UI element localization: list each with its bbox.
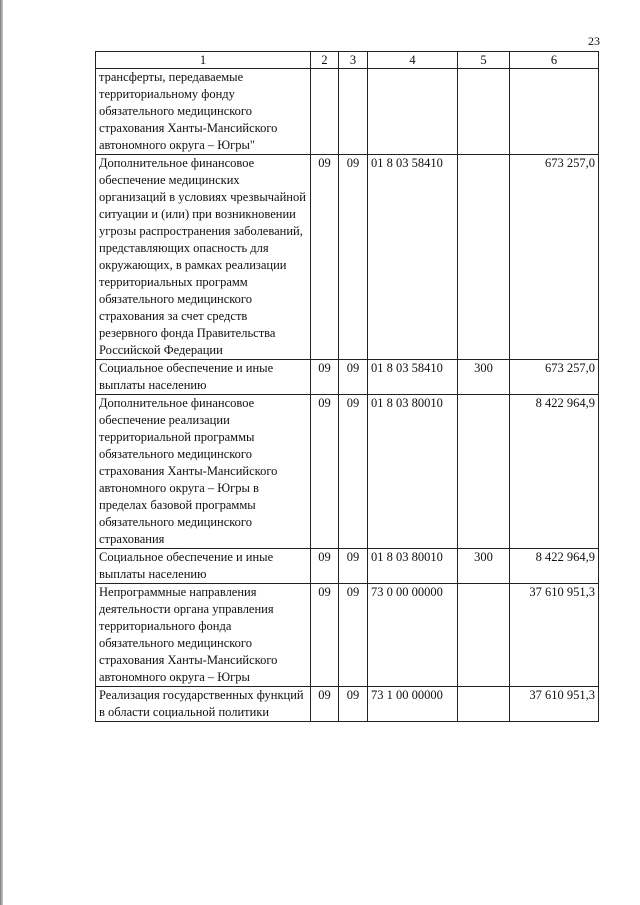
row-code: 01 8 03 80010 xyxy=(368,395,458,549)
row-sum: 673 257,0 xyxy=(510,155,599,360)
row-subsection: 09 xyxy=(339,360,368,395)
row-name: Социальное обеспечение и иные выплаты населению xyxy=(96,360,311,395)
budget-table xyxy=(95,51,599,722)
table-row xyxy=(96,155,599,360)
row-sum: 673 257,0 xyxy=(510,360,599,395)
row-subsection: 09 xyxy=(339,687,368,722)
row-sum xyxy=(510,69,599,155)
row-type xyxy=(458,69,510,155)
header-col-1: 1 xyxy=(96,52,311,69)
header-row xyxy=(96,52,599,69)
row-section: 09 xyxy=(311,360,339,395)
row-subsection: 09 xyxy=(339,584,368,687)
row-subsection: 09 xyxy=(339,549,368,584)
page-number: 23 xyxy=(588,34,600,48)
table-row xyxy=(96,687,599,722)
row-code: 73 0 00 00000 xyxy=(368,584,458,687)
row-sum: 8 422 964,9 xyxy=(510,395,599,549)
row-code xyxy=(368,69,458,155)
row-name: Социальное обеспечение и иные выплаты населению xyxy=(96,549,311,584)
table-row xyxy=(96,584,599,687)
row-type xyxy=(458,687,510,722)
row-name: Дополнительное финансовое обеспечение медицинских организаций в условиях чрезвычайной ситуации и (или) при возникновении угрозы распространения заболеваний, представляющих опасность для окружающих, в рамках реализации территориальных программ обязательного медицинского страхования за счет средств резервного фонда Правительства Российской Федерации xyxy=(96,155,311,360)
row-name: Дополнительное финансовое обеспечение реализации территориальной программы обязательного медицинского страхования Ханты-Мансийского автономного округа – Югры в пределах базовой программы обязательного медицинского страхования xyxy=(96,395,311,549)
row-code: 01 8 03 58410 xyxy=(368,155,458,360)
header-col-3: 3 xyxy=(339,52,368,69)
row-code: 01 8 03 80010 xyxy=(368,549,458,584)
row-name: Непрограммные направления деятельности органа управления территориального фонда обязательного медицинского страхования Ханты-Мансийского автономного округа – Югры xyxy=(96,584,311,687)
table-row xyxy=(96,395,599,549)
row-section: 09 xyxy=(311,549,339,584)
row-subsection xyxy=(339,69,368,155)
row-section: 09 xyxy=(311,584,339,687)
row-code: 73 1 00 00000 xyxy=(368,687,458,722)
row-type xyxy=(458,584,510,687)
table-row xyxy=(96,360,599,395)
row-sum: 8 422 964,9 xyxy=(510,549,599,584)
table-row xyxy=(96,549,599,584)
row-type xyxy=(458,155,510,360)
row-subsection: 09 xyxy=(339,155,368,360)
row-section: 09 xyxy=(311,395,339,549)
table-row xyxy=(96,69,599,155)
row-subsection: 09 xyxy=(339,395,368,549)
scan-left-edge xyxy=(0,0,3,905)
row-section: 09 xyxy=(311,155,339,360)
row-type xyxy=(458,395,510,549)
row-type: 300 xyxy=(458,360,510,395)
header-col-6: 6 xyxy=(510,52,599,69)
row-section: 09 xyxy=(311,687,339,722)
header-col-5: 5 xyxy=(458,52,510,69)
header-col-4: 4 xyxy=(368,52,458,69)
row-code: 01 8 03 58410 xyxy=(368,360,458,395)
row-sum: 37 610 951,3 xyxy=(510,687,599,722)
row-sum: 37 610 951,3 xyxy=(510,584,599,687)
header-col-2: 2 xyxy=(311,52,339,69)
row-name: Реализация государственных функций в области социальной политики xyxy=(96,687,311,722)
row-section xyxy=(311,69,339,155)
row-type: 300 xyxy=(458,549,510,584)
row-name: трансферты, передаваемые территориальному фонду обязательного медицинского страхования Ханты-Мансийского автономного округа – Югры" xyxy=(96,69,311,155)
